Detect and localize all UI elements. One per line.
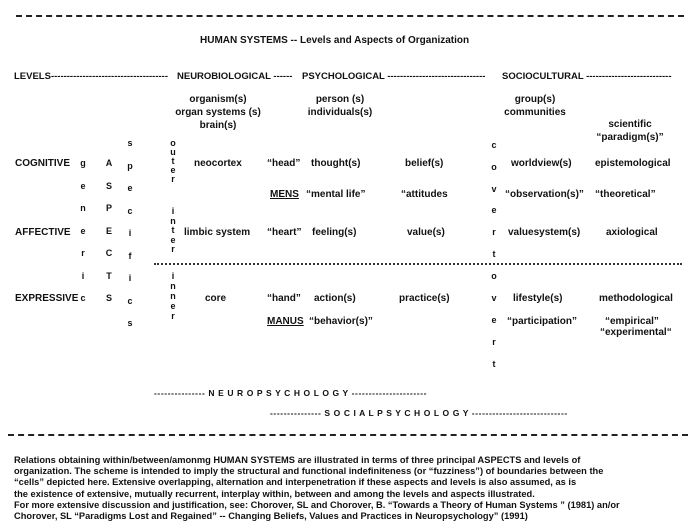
header-psychological: PSYCHOLOGICAL -------------------------------	[302, 71, 486, 82]
vertical-letter: E	[105, 225, 112, 236]
subheader-socio-1: group(s)	[514, 94, 556, 105]
level-cognitive: COGNITIVE	[15, 158, 71, 169]
vertical-letter: e	[80, 225, 86, 236]
vertical-letter: n	[80, 203, 86, 213]
cell-heart: “heart”	[267, 227, 302, 238]
header-neurobiological: NEUROBIOLOGICAL ------	[177, 71, 293, 82]
cell-behaviors: “behavior(s)”	[309, 316, 373, 327]
middle-divider	[154, 263, 682, 265]
vertical-word-generic	[80, 158, 86, 316]
vertical-word-inter	[170, 207, 176, 255]
note-line: “cells” depicted here. Extensive overlapping, alternation and interpenetration if these aspects and levels is also assumed, as is	[14, 477, 577, 488]
cell-limbic-system: limbic system	[184, 227, 251, 238]
subheader-neuro-2: organ systems (s)	[175, 107, 261, 118]
vertical-letter: e	[127, 183, 133, 193]
discipline-neuropsychology: --------------- N E U R O P S Y C H O L O G Y ----------------------	[154, 388, 428, 398]
cell-empirical: “empirical”	[605, 316, 659, 327]
bottom-divider	[8, 434, 688, 436]
cell-practices: practice(s)	[399, 293, 450, 304]
vertical-letter: n	[170, 215, 176, 226]
vertical-letter: T	[106, 270, 112, 281]
cell-neocortex: neocortex	[194, 158, 242, 169]
vertical-letter: s	[127, 318, 133, 328]
cell-feelings: feeling(s)	[312, 227, 357, 238]
vertical-word-covert	[491, 140, 497, 271]
cell-beliefs: belief(s)	[405, 158, 444, 169]
vertical-letter: f	[128, 250, 132, 261]
subheader-neuro-3: brain(s)	[199, 120, 237, 131]
vertical-letter: P	[105, 203, 112, 213]
subheader-paradigm-1: scientific	[608, 119, 652, 130]
cell-manus: MANUS	[267, 316, 304, 327]
vertical-letter: i	[171, 206, 175, 216]
vertical-letter: e	[170, 301, 176, 311]
cell-axiological: axiological	[606, 227, 658, 238]
vertical-word-outer	[170, 139, 176, 184]
vertical-letter: t	[492, 248, 496, 259]
cell-attitudes: “attitudes	[401, 189, 448, 200]
vertical-letter: e	[491, 315, 497, 325]
top-divider	[16, 15, 684, 17]
note-line: Relations obtaining within/between/amonmg HUMAN SYSTEMS are illustrated in terms of three principal ASPECTS and levels of	[14, 455, 581, 465]
vertical-letter: S	[105, 180, 112, 191]
vertical-letter: o	[170, 138, 176, 148]
vertical-letter: n	[170, 291, 176, 301]
note-line: organization. The scheme is intended to imply the structural and functional indefiniteness (or “fuzziness”) of boundaries between the	[14, 466, 604, 477]
cell-participation: “participation”	[507, 316, 578, 327]
vertical-letter: p	[127, 160, 133, 171]
cell-actions: action(s)	[314, 293, 356, 304]
header-sociocultural: SOCIOCULTURAL ---------------------------	[502, 71, 672, 82]
cell-experimental: “experimental“	[600, 327, 672, 338]
level-affective: AFFECTIVE	[15, 227, 71, 238]
vertical-letter: e	[80, 180, 86, 191]
cell-head: “head”	[267, 158, 301, 169]
cell-epistemological: epistemological	[595, 158, 671, 169]
vertical-letter: r	[492, 337, 496, 347]
note-line: Chorover, SL “Paradigms Lost and Regained” -- Changing Beliefs, Values and Practices in Neuropsychology” (1991)	[14, 511, 528, 522]
vertical-letter: i	[81, 270, 85, 281]
discipline-social-psychology: --------------- S O C I A L P S Y C H O L O G Y ----------------------------	[270, 408, 568, 418]
vertical-letter: c	[491, 140, 497, 150]
vertical-letter: r	[171, 174, 175, 184]
explanatory-notes	[14, 455, 694, 522]
cell-theoretical: “theoretical”	[595, 189, 656, 200]
cell-values: value(s)	[407, 227, 445, 238]
note-line: For more extensive discussion and justification, see: Chorover, SL and Chorover, B. “Towards a Theory of Human Systems ” (1981) an/or	[14, 499, 620, 510]
vertical-letter: c	[127, 295, 133, 306]
cell-core: core	[205, 293, 227, 304]
vertical-letter: v	[491, 183, 497, 194]
cell-worldviews: worldview(s)	[511, 158, 572, 169]
vertical-letter: g	[80, 158, 86, 168]
level-expressive: EXPRESSIVE	[15, 293, 79, 304]
cell-valuesystems: valuesystem(s)	[508, 227, 581, 238]
vertical-letter: e	[170, 234, 176, 245]
vertical-word-specifics	[127, 138, 133, 341]
vertical-letter: c	[127, 205, 133, 216]
vertical-letter: r	[492, 227, 496, 238]
vertical-letter: t	[171, 156, 175, 166]
vertical-letter: i	[171, 271, 175, 281]
vertical-letter: t	[171, 225, 175, 235]
vertical-letter: e	[170, 165, 176, 175]
subheader-neuro-1: organism(s)	[189, 94, 247, 105]
subheader-psych-1: person (s)	[315, 94, 365, 105]
vertical-letter: c	[80, 293, 86, 303]
vertical-letter: t	[492, 359, 496, 369]
cell-mental-life: “mental life”	[306, 189, 366, 200]
cell-hand: “hand”	[267, 293, 301, 304]
vertical-letter: o	[491, 271, 497, 281]
diagram-title: HUMAN SYSTEMS -- Levels and Aspects of Organization	[200, 35, 470, 46]
header-levels: LEVELS-------------------------------------	[14, 71, 169, 82]
vertical-letter: e	[491, 205, 497, 216]
vertical-letter: r	[171, 311, 175, 321]
vertical-letter: r	[171, 244, 175, 254]
vertical-letter: r	[81, 248, 85, 258]
vertical-letter: v	[491, 293, 497, 303]
vertical-letter: A	[105, 158, 113, 168]
vertical-letter: S	[105, 293, 112, 303]
note-line: the existence of extensive, mutually recurrent, interplay within, between and among the levels and aspects illustrated.	[14, 488, 535, 499]
subheader-socio-2: communities	[504, 107, 566, 118]
vertical-letter: i	[128, 273, 132, 283]
vertical-letter: C	[105, 248, 113, 258]
vertical-letter: n	[170, 281, 176, 291]
cell-mens: MENS	[270, 189, 299, 200]
vertical-letter: u	[170, 147, 176, 157]
vertical-letter: o	[491, 161, 497, 172]
cell-methodological: methodological	[599, 293, 673, 304]
vertical-word-inner	[170, 271, 176, 321]
subheader-psych-2: individuals(s)	[307, 107, 373, 118]
vertical-word-overt	[491, 271, 497, 381]
cell-lifestyles: lifestyle(s)	[513, 293, 563, 304]
cell-observations: “observation(s)”	[505, 189, 584, 200]
subheader-paradigm-2: “paradigm(s)”	[596, 132, 664, 143]
vertical-word-aspects	[106, 158, 113, 316]
vertical-letter: s	[127, 138, 133, 148]
cell-thoughts: thought(s)	[311, 158, 361, 169]
vertical-letter: i	[128, 228, 132, 238]
